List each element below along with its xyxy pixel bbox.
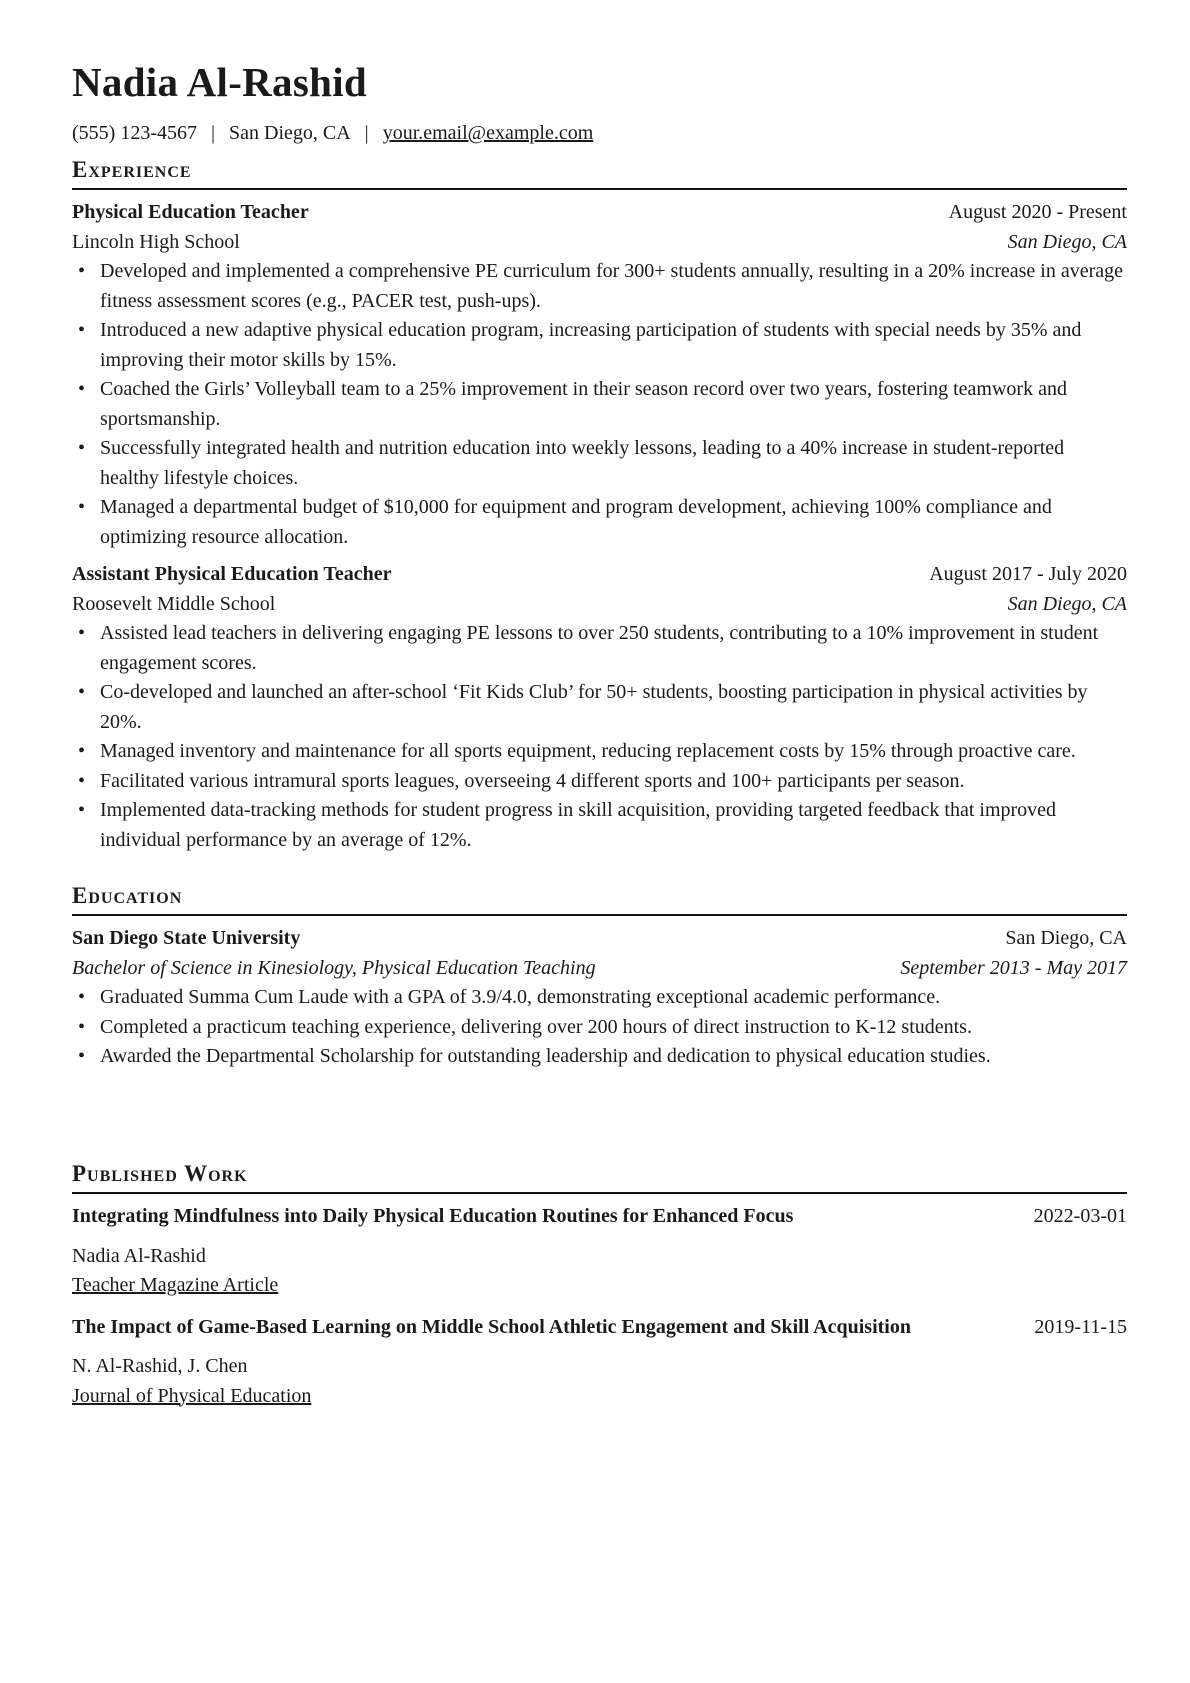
bullet-item: • Successfully integrated health and nutrition education into weekly lessons, leading to a 40% increase in student-reported healthy lifestyle choices.: [72, 434, 1127, 493]
bullet-item: • Managed inventory and maintenance for all sports equipment, reducing replacement costs by 15% through proactive care.: [72, 737, 1127, 767]
publication-title: The Impact of Game-Based Learning on Middle School Athletic Engagement and Skill Acquisition: [72, 1315, 911, 1338]
publication-date: 2019-11-15: [1034, 1315, 1127, 1338]
job-location: San Diego, CA: [1007, 230, 1127, 253]
bullet-item: • Managed a departmental budget of $10,000 for equipment and program development, achieving 100% compliance and optimizing resource allocation.: [72, 493, 1127, 552]
job-bullets: [72, 619, 1127, 855]
education-section: [72, 882, 1127, 1072]
experience-section: [72, 156, 1127, 855]
bullet-item: • Introduced a new adaptive physical education program, increasing participation of students with special needs by 35% and improving their motor skills by 15%.: [72, 316, 1127, 375]
published-work-section: [72, 1160, 1127, 1411]
section-title-education: Education: [72, 883, 183, 908]
bullet-item: • Completed a practicum teaching experience, delivering over 200 hours of direct instruction to K-12 students.: [72, 1013, 1127, 1043]
job-location: San Diego, CA: [1007, 592, 1127, 615]
section-rule: [72, 1192, 1127, 1194]
publication-authors: Nadia Al-Rashid: [72, 1244, 206, 1267]
job-employer: Roosevelt Middle School: [72, 592, 276, 615]
location: San Diego, CA: [229, 122, 351, 144]
education-entry: [72, 924, 1127, 1072]
education-bullets: [72, 983, 1127, 1072]
phone-number: (555) 123-4567: [72, 122, 197, 144]
bullet-item: • Implemented data-tracking methods for student progress in skill acquisition, providing targeted feedback that improved individual performance by an average of 12%.: [72, 796, 1127, 855]
bullet-item: • Awarded the Departmental Scholarship for outstanding leadership and dedication to physical education studies.: [72, 1042, 1127, 1072]
job-entry: [72, 560, 1127, 855]
bullet-item: • Developed and implemented a comprehensive PE curriculum for 300+ students annually, resulting in a 20% increase in average fitness assessment scores (e.g., PACER test, push-ups).: [72, 257, 1127, 316]
email-link[interactable]: your.email@example.com: [382, 122, 594, 144]
job-entry: [72, 198, 1127, 552]
section-title-experience: Experience: [72, 157, 192, 182]
job-role: Assistant Physical Education Teacher: [72, 563, 392, 585]
publication-date: 2022-03-01: [1033, 1205, 1127, 1227]
job-dates: August 2020 - Present: [948, 201, 1127, 223]
publication-entry: [72, 1313, 1127, 1412]
bullet-item: • Co-developed and launched an after-school ‘Fit Kids Club’ for 50+ students, boosting participation in physical activities by 20%.: [72, 678, 1127, 737]
section-title-published-work: Published Work: [72, 1161, 248, 1186]
bullet-item: • Facilitated various intramural sports leagues, overseeing 4 different sports and 100+ participants per season.: [72, 767, 1127, 797]
publication-title: Integrating Mindfulness into Daily Physical Education Routines for Enhanced Focus: [72, 1205, 794, 1227]
publication-venue-link[interactable]: Journal of Physical Education: [72, 1384, 312, 1407]
education-dates: September 2013 - May 2017: [900, 956, 1127, 979]
publication-entry: [72, 1202, 1127, 1301]
job-dates: August 2017 - July 2020: [929, 563, 1127, 585]
candidate-name: Nadia Al-Rashid: [72, 59, 368, 105]
separator: |: [364, 122, 369, 144]
job-role: Physical Education Teacher: [72, 201, 309, 223]
section-rule: [72, 914, 1127, 916]
section-rule: [72, 188, 1127, 190]
school-name: San Diego State University: [72, 927, 301, 949]
job-employer: Lincoln High School: [72, 230, 240, 253]
bullet-item: • Coached the Girls’ Volleyball team to a 25% improvement in their season record over two years, fostering teamwork and sportsmanship.: [72, 375, 1127, 434]
bullet-item: • Assisted lead teachers in delivering engaging PE lessons to over 250 students, contributing to a 10% improvement in student engagement scores.: [72, 619, 1127, 678]
publication-venue-link[interactable]: Teacher Magazine Article: [72, 1274, 279, 1296]
school-location: San Diego, CA: [1005, 927, 1127, 949]
publication-authors: N. Al-Rashid, J. Chen: [72, 1355, 248, 1377]
bullet-item: • Graduated Summa Cum Laude with a GPA of 3.9/4.0, demonstrating exceptional academic performance.: [72, 983, 1127, 1013]
contact-line: [72, 122, 593, 145]
degree: Bachelor of Science in Kinesiology, Physical Education Teaching: [72, 956, 596, 979]
job-bullets: [72, 257, 1127, 552]
separator: |: [210, 122, 215, 144]
